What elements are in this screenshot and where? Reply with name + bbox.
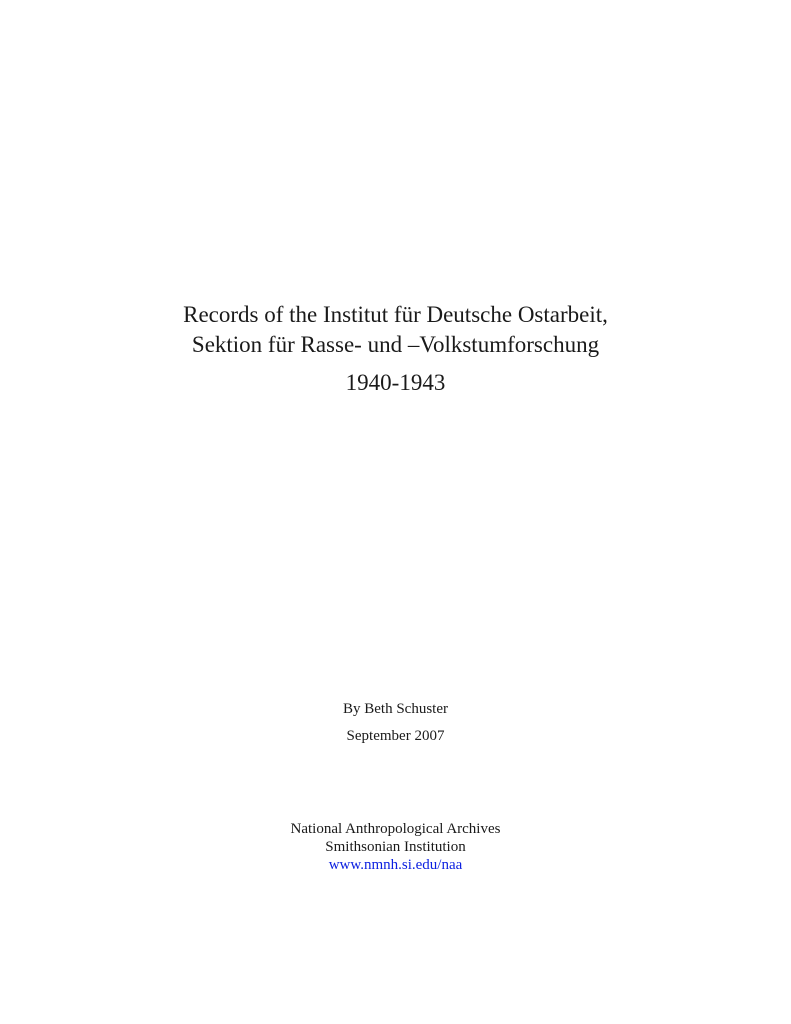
author-byline: By Beth Schuster xyxy=(343,701,448,717)
organization-block xyxy=(0,820,791,874)
title-block xyxy=(0,300,791,398)
institution-name: Smithsonian Institution xyxy=(325,839,466,855)
title-line-2: Sektion für Rasse- und –Volkstumforschung xyxy=(191,332,600,357)
title-line-1: Records of the Institut für Deutsche Ostarbeit, xyxy=(183,302,608,327)
date-range: 1940-1943 xyxy=(345,370,446,395)
website-link[interactable]: www.nmnh.si.edu/naa xyxy=(328,857,463,873)
publication-date: September 2007 xyxy=(346,728,445,744)
archive-name: National Anthropological Archives xyxy=(290,821,501,837)
author-block xyxy=(0,700,791,745)
